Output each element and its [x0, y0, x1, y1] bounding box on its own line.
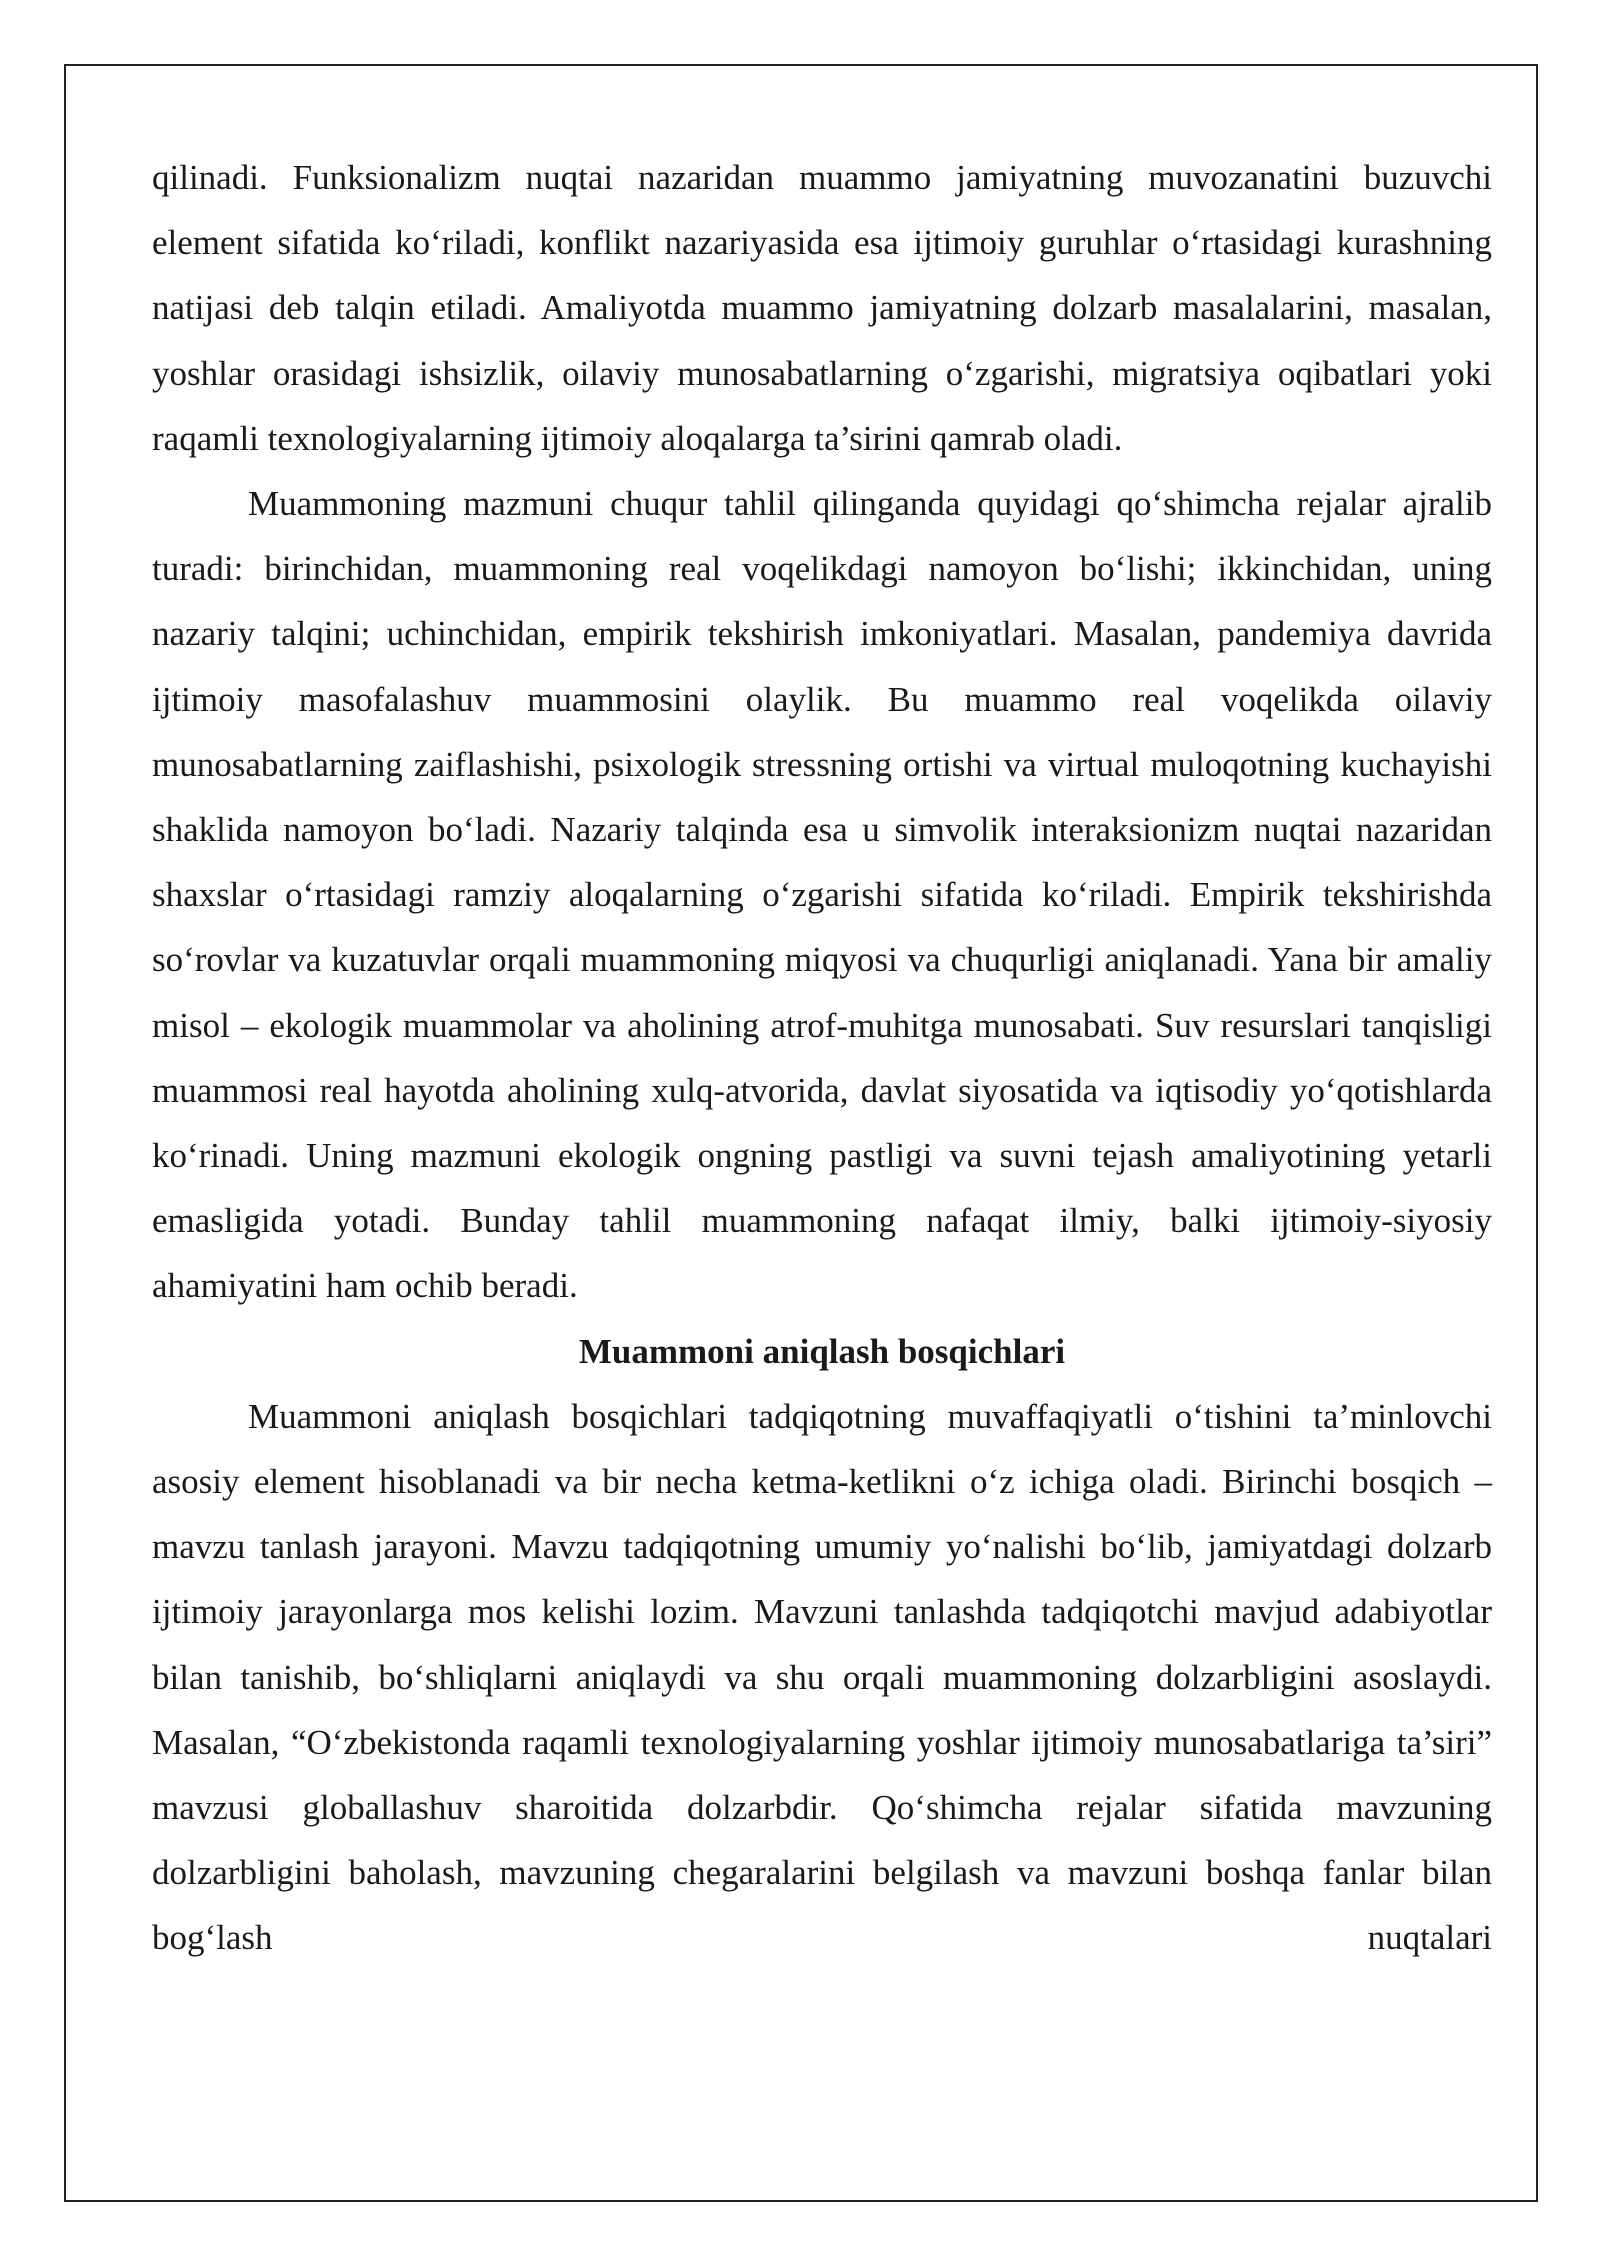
section-heading: Muammoni aniqlash bosqichlari [578, 1331, 1066, 1371]
document-body [152, 145, 1492, 1971]
paragraph-continuation: qilinadi. Funksionalizm nuqtai nazaridan muammo jamiyatning muvozanatini buzuvchi element sifatida ko‘riladi, konflikt nazariyasida esa ijtimoiy guruhlar o‘rtasidagi kurashning natijasi deb talqin etiladi. Amaliyotda muammo jamiyatning dolzarb masalalarini, masalan, yoshlar orasidagi ishsizlik, oilaviy munosabatlarning o‘zgarishi, migratsiya oqibatlari yoki raqamli texnologiyalarning ijtimoiy aloqalarga ta’sirini qamrab oladi. [152, 158, 1492, 458]
paragraph-problem-content-analysis: Muammoning mazmuni chuqur tahlil qilinganda quyidagi qo‘shimcha rejalar ajralib turadi: birinchidan, muammoning real voqelikdagi namoyon bo‘lishi; ikkinchidan, uning nazariy talqini; uchinchidan, empirik tekshirish imkoniyatlari. Masalan, pandemiya davrida ijtimoiy masofalashuv muammosini olaylik. Bu muammo real voqelikda oilaviy munosabatlarning zaiflashishi, psixologik stressning ortishi va virtual muloqotning kuchayishi shaklida namoyon bo‘ladi. Nazariy talqinda esa u simvolik interaksionizm nuqtai nazaridan shaxslar o‘rtasidagi ramziy aloqalarning o‘zgarishi sifatida ko‘riladi. Empirik tekshirishda so‘rovlar va kuzatuvlar orqali muammoning miqyosi va chuqurligi aniqlanadi. Yana bir amaliy misol – ekologik muammolar va aholining atrof-muhitga munosabati. Suv resurslari tanqisligi muammosi real hayotda aholining xulq-atvorida, davlat siyosatida va iqtisodiy yo‘qotishlarda ko‘rinadi. Uning mazmuni ekologik ongning pastligi va suvni tejash amaliyotining yetarli emasligida yotadi. Bunday tahlil muammoning nafaqat ilmiy, balki ijtimoiy-siyosiy ahamiyatini ham ochib beradi. [152, 484, 1492, 1306]
paragraph-problem-identification-stages: Muammoni aniqlash bosqichlari tadqiqotning muvaffaqiyatli o‘tishini ta’minlovchi asosiy element hisoblanadi va bir necha ketma-ketlikni o‘z ichiga oladi. Birinchi bosqich – mavzu tanlash jarayoni. Mavzu tadqiqotning umumiy yo‘nalishi bo‘lib, jamiyatdagi dolzarb ijtimoiy jarayonlarga mos kelishi lozim. Mavzuni tanlashda tadqiqotchi mavjud adabiyotlar bilan tanishib, bo‘shliqlarni aniqlaydi va shu orqali muammoning dolzarbligini asoslaydi. Masalan, “O‘zbekistonda raqamli texnologiyalarning yoshlar ijtimoiy munosabatlariga ta’siri” mavzusi globallashuv sharoitida dolzarbdir. Qo‘shimcha rejalar sifatida mavzuning dolzarbligini baholash, mavzuning chegaralarini belgilash va mavzuni boshqa fanlar bilan bog‘lash nuqtalari [152, 1396, 1492, 1958]
